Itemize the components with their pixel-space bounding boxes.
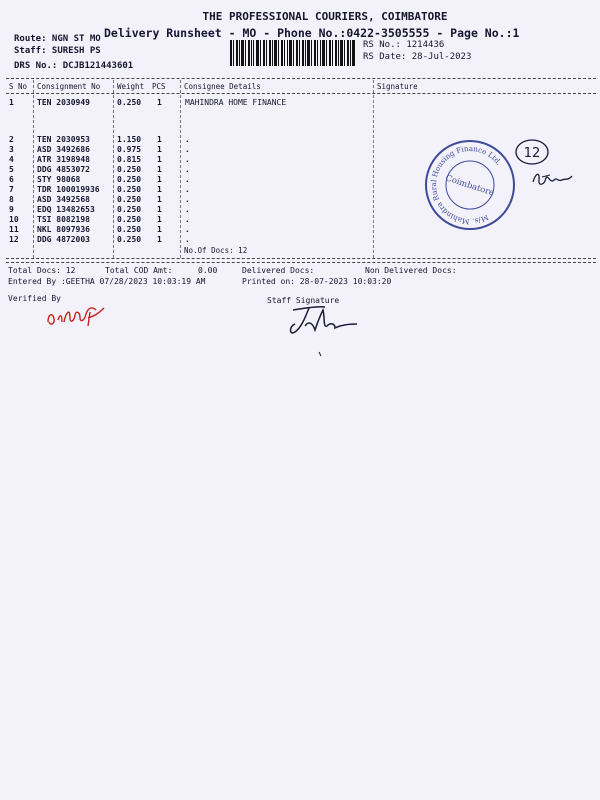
stamp-ring-text: M/s. Mahindra Rural Housing Finance Ltd. — [428, 143, 504, 227]
row-consignee: . — [185, 235, 190, 244]
row-consignee: . — [185, 155, 190, 164]
entered-by: Entered By :GEETHA 07/28/2023 10:03:19 AM — [8, 277, 206, 286]
row-consignment: TDR 100019936 — [37, 185, 100, 194]
route-label: Route: NGN ST MO — [14, 34, 101, 44]
row-sno: 8 — [9, 195, 14, 204]
non-delivered-docs: Non Delivered Docs: — [365, 266, 457, 275]
row-weight: 0.250 — [117, 235, 142, 244]
table-header-rule — [6, 93, 596, 94]
circled-count-text: 12 — [523, 146, 541, 161]
row-pcs: 1 — [157, 225, 162, 234]
verified-by-label: Verified By — [8, 294, 61, 303]
row-weight: 0.250 — [117, 195, 142, 204]
company-stamp — [425, 140, 515, 230]
rs-date: RS Date: 28-Jul-2023 — [363, 52, 472, 62]
col-divider — [373, 80, 374, 258]
col-divider — [113, 80, 114, 258]
row-pcs: 1 — [157, 98, 162, 107]
col-divider — [33, 80, 34, 258]
row-sno: 6 — [9, 175, 14, 184]
row-sno: 2 — [9, 135, 14, 144]
row-pcs: 1 — [157, 185, 162, 194]
row-weight: 0.250 — [117, 175, 142, 184]
row-consignment: EDQ 13482653 — [37, 205, 95, 214]
row-consignment: TEN 2030949 — [37, 98, 90, 107]
row-consignment: STY 98068 — [37, 175, 81, 184]
row-sno: 1 — [9, 98, 14, 107]
row-pcs: 1 — [157, 205, 162, 214]
row-pcs: 1 — [157, 155, 162, 164]
row-sno: 4 — [9, 155, 14, 164]
row-sno: 12 — [9, 235, 19, 244]
row-weight: 0.815 — [117, 155, 142, 164]
runsheet-subtitle: Delivery Runsheet - MO - Phone No.:0422-3505555 - Page No.:1 — [104, 26, 520, 40]
table-top-rule — [6, 78, 596, 79]
col-header-pcs: PCS — [152, 82, 166, 91]
row-weight: 1.150 — [117, 135, 142, 144]
row-sno: 3 — [9, 145, 14, 154]
row-consignment: ASD 3492568 — [37, 195, 90, 204]
row-consignment: ATR 3198948 — [37, 155, 90, 164]
row-pcs: 1 — [157, 235, 162, 244]
row-consignment: DDG 4872003 — [37, 235, 90, 244]
col-header-consignment: Consignment No — [37, 82, 101, 91]
row-consignee: . — [185, 185, 190, 194]
row-sno: 10 — [9, 215, 19, 224]
delivered-docs: Delivered Docs: — [242, 266, 315, 275]
row-pcs: 1 — [157, 145, 162, 154]
row-weight: 0.250 — [117, 185, 142, 194]
row-consignee: . — [185, 165, 190, 174]
row-consignee: . — [185, 215, 190, 224]
row-sno: 7 — [9, 185, 14, 194]
verifier-signature — [44, 300, 110, 334]
stamp-city: Coimbatore — [444, 173, 496, 199]
col-divider — [180, 80, 181, 258]
row-consignee: MAHINDRA HOME FINANCE — [185, 98, 287, 107]
handwritten-count — [514, 138, 550, 170]
col-header-weight: Weight — [117, 82, 145, 91]
row-sno: 9 — [9, 205, 14, 214]
barcode — [230, 40, 355, 66]
row-consignment: NKL 8097936 — [37, 225, 90, 234]
printed-on: Printed on: 28-07-2023 10:03:20 — [242, 277, 392, 286]
drs-number: DRS No.: DCJB121443601 — [14, 61, 134, 71]
total-cod-label: Total COD Amt: — [105, 266, 173, 275]
staff-label: Staff: SURESH PS — [14, 46, 101, 56]
row-consignment: ASD 3492686 — [37, 145, 90, 154]
row-weight: 0.250 — [117, 225, 142, 234]
row-consignee: . — [185, 225, 190, 234]
row-pcs: 1 — [157, 195, 162, 204]
row-consignee: . — [185, 175, 190, 184]
row-weight: 0.250 — [117, 98, 142, 107]
no-of-docs: No.Of Docs: 12 — [184, 246, 248, 255]
row-consignment: DDG 4853072 — [37, 165, 90, 174]
receiver-signature — [530, 168, 574, 194]
staff-signature-label: Staff Signature — [267, 296, 340, 305]
row-pcs: 1 — [157, 215, 162, 224]
row-consignee: . — [185, 195, 190, 204]
row-sno: 11 — [9, 225, 19, 234]
row-pcs: 1 — [157, 165, 162, 174]
row-weight: 0.250 — [117, 205, 142, 214]
rs-number: RS No.: 1214436 — [363, 40, 445, 50]
col-header-sno: S No — [9, 82, 28, 91]
col-header-consignee: Consignee Details — [184, 82, 261, 91]
row-weight: 0.975 — [117, 145, 142, 154]
row-consignee: . — [185, 205, 190, 214]
row-pcs: 1 — [157, 175, 162, 184]
row-consignee: . — [185, 135, 190, 144]
total-docs: Total Docs: 12 — [8, 266, 76, 275]
total-cod-amount: 0.00 — [198, 266, 218, 275]
row-weight: 0.250 — [117, 165, 142, 174]
table-bottom-rule-2 — [6, 262, 596, 263]
col-header-signature: Signature — [377, 82, 418, 91]
row-consignment: TEN 2030953 — [37, 135, 90, 144]
table-bottom-rule — [6, 258, 596, 259]
row-sno: 5 — [9, 165, 14, 174]
row-pcs: 1 — [157, 135, 162, 144]
row-weight: 0.250 — [117, 215, 142, 224]
row-consignee: . — [185, 145, 190, 154]
staff-signature — [285, 302, 365, 366]
company-name: THE PROFESSIONAL COURIERS, COIMBATORE — [202, 10, 448, 23]
row-consignment: TSI 8082198 — [37, 215, 90, 224]
